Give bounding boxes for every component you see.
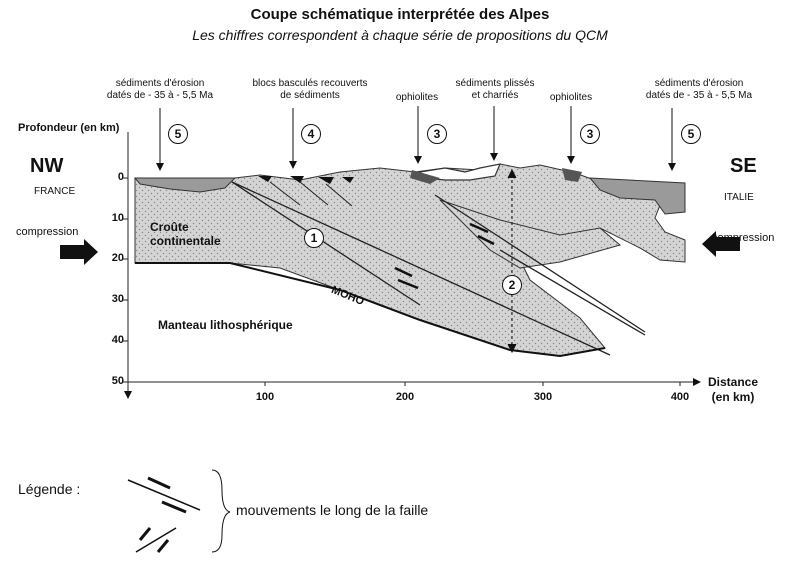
label-tilted-blocks — [230, 78, 390, 102]
distance-tick: 400 — [670, 391, 690, 403]
distance-tick: 200 — [395, 391, 415, 403]
depth-axis-label: Profondeur (en km) — [18, 122, 120, 134]
compression-label-left: compression — [16, 226, 79, 238]
depth-tick: 30 — [111, 293, 124, 305]
italie-label: ITALIE — [724, 192, 754, 203]
label-text: datés de - 35 à - 5,5 Ma — [645, 90, 753, 101]
legend-title: Légende : — [18, 481, 81, 497]
depth-tick: 50 — [111, 375, 124, 387]
label-text: sédiments plissés — [455, 78, 535, 89]
depth-tick: 0 — [117, 171, 124, 183]
label-sediments-erosion-right — [624, 78, 774, 102]
distance-tick: 100 — [255, 391, 275, 403]
france-label: FRANCE — [34, 186, 76, 197]
nw-label: NW — [30, 155, 64, 177]
circled-number-5-left: 5 — [168, 124, 188, 144]
label-sediments-erosion-left — [90, 78, 230, 102]
distance-tick: 300 — [533, 391, 553, 403]
label-text: et charriés — [471, 90, 519, 101]
label-text: de sédiments — [280, 90, 340, 101]
depth-tick: 10 — [111, 212, 124, 224]
compression-arrow-left — [60, 239, 98, 265]
label-text: continentale — [150, 234, 221, 248]
moho-label: MOHO — [329, 284, 366, 308]
continental-crust-label — [150, 220, 221, 248]
label-text: datés de - 35 à - 5,5 Ma — [106, 90, 214, 101]
circled-number-3-left: 3 — [427, 124, 447, 144]
circled-number-3-right: 3 — [580, 124, 600, 144]
circled-number-2: 2 — [502, 275, 522, 295]
label-text: Croûte — [150, 220, 189, 234]
label-ophiolites-right: ophiolites — [549, 92, 593, 103]
distance-axis-label — [708, 375, 758, 405]
compression-label-right: compression — [712, 232, 775, 244]
diagram-subtitle: Les chiffres correspondent à chaque série de propositions du QCM — [192, 27, 608, 43]
depth-tick: 20 — [111, 252, 124, 264]
circled-number-1: 1 — [304, 228, 324, 248]
label-text: Distance — [708, 375, 759, 389]
depth-tick: 40 — [111, 334, 124, 346]
label-text: blocs basculés recouverts — [252, 78, 368, 89]
mantle-label: Manteau lithosphérique — [158, 318, 293, 332]
legend-text: mouvements le long de la faille — [236, 502, 429, 518]
label-text: sédiments d'érosion — [654, 78, 744, 89]
se-label: SE — [730, 155, 757, 177]
label-text: (en km) — [711, 390, 755, 404]
legend-symbols — [128, 470, 230, 552]
label-ophiolites-left: ophiolites — [395, 92, 439, 103]
label-folded-sediments — [440, 78, 550, 102]
diagram-title: Coupe schématique interprétée des Alpes — [250, 6, 550, 23]
label-text: sédiments d'érosion — [115, 78, 205, 89]
circled-number-5-right: 5 — [681, 124, 701, 144]
circled-number-4: 4 — [301, 124, 321, 144]
